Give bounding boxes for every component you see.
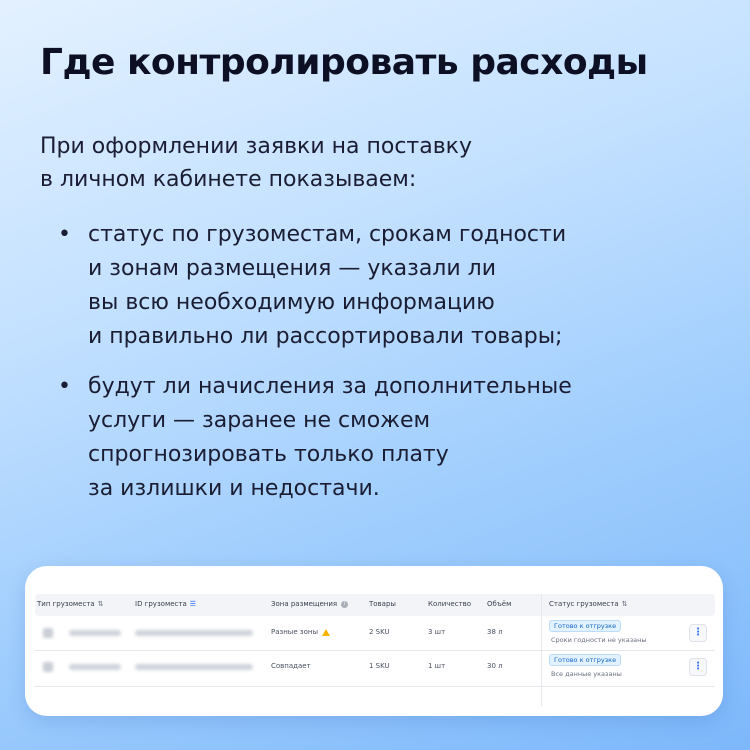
- bullet-text: статус по грузоместам, срокам годности и зонам размещения — указали ли вы всю необходимую информацию и правильно ли рассортировали товары;: [88, 222, 567, 349]
- zone-cell: [271, 628, 330, 636]
- header-label: Тип грузоместа: [37, 600, 95, 608]
- goods-cell: 2 SKU: [369, 628, 390, 636]
- quantity-cell: 1 шт: [428, 662, 446, 670]
- page-title: Где контролировать расходы: [40, 42, 648, 83]
- sort-icon[interactable]: ⇅: [621, 600, 628, 608]
- warning-icon: [322, 629, 330, 636]
- status-note: Сроки годности не указаны: [551, 636, 647, 644]
- header-status[interactable]: [549, 600, 628, 608]
- bullet-marker: •: [58, 374, 71, 399]
- cargo-table-card: [25, 566, 723, 716]
- status-note: Все данные указаны: [551, 670, 622, 678]
- blurred-cargo-type: [69, 664, 121, 670]
- blurred-cargo-type: [69, 630, 121, 636]
- status-badge: Готово к отгрузке: [549, 620, 621, 632]
- sort-icon[interactable]: ⇅: [97, 600, 104, 608]
- header-label: ID грузоместа: [135, 600, 187, 608]
- blurred-cargo-id: [135, 664, 253, 670]
- bullet-list: [58, 218, 718, 522]
- quantity-cell: 3 шт: [428, 628, 446, 636]
- row-divider: [35, 650, 715, 651]
- header-volume: Объём: [487, 600, 512, 608]
- status-badge: Готово к отгрузке: [549, 654, 621, 666]
- row-divider: [35, 686, 715, 687]
- header-goods: Товары: [369, 600, 396, 608]
- filter-icon[interactable]: ☰: [189, 600, 197, 608]
- row-menu-button[interactable]: ⋮: [689, 658, 707, 676]
- goods-cell: 1 SKU: [369, 662, 390, 670]
- blurred-cargo-id: [135, 630, 253, 636]
- bullet-text: будут ли начисления за дополнительные услуги — заранее не сможем спрогнозировать только плату за излишки и недостачи.: [88, 374, 572, 501]
- volume-cell: 38 л: [487, 628, 503, 636]
- zone-cell: Совпадает: [271, 662, 311, 670]
- volume-cell: 30 л: [487, 662, 503, 670]
- bullet-item: [58, 370, 718, 506]
- row-menu-button[interactable]: ⋮: [689, 624, 707, 642]
- header-cargo-id[interactable]: [135, 600, 196, 608]
- bullet-marker: •: [58, 222, 71, 247]
- header-quantity: Количество: [428, 600, 472, 608]
- intro-text: При оформлении заявки на поставку в личном кабинете показываем:: [40, 134, 472, 192]
- header-label: Зона размещения: [271, 600, 338, 608]
- zone-value: Разные зоны: [271, 628, 318, 636]
- cargo-type-icon: [43, 662, 53, 672]
- header-label: Статус грузоместа: [549, 600, 619, 608]
- info-icon[interactable]: i: [341, 601, 348, 608]
- header-cargo-type[interactable]: [37, 600, 104, 608]
- cargo-type-icon: [43, 628, 53, 638]
- header-zone: [271, 600, 348, 608]
- bullet-item: [58, 218, 718, 354]
